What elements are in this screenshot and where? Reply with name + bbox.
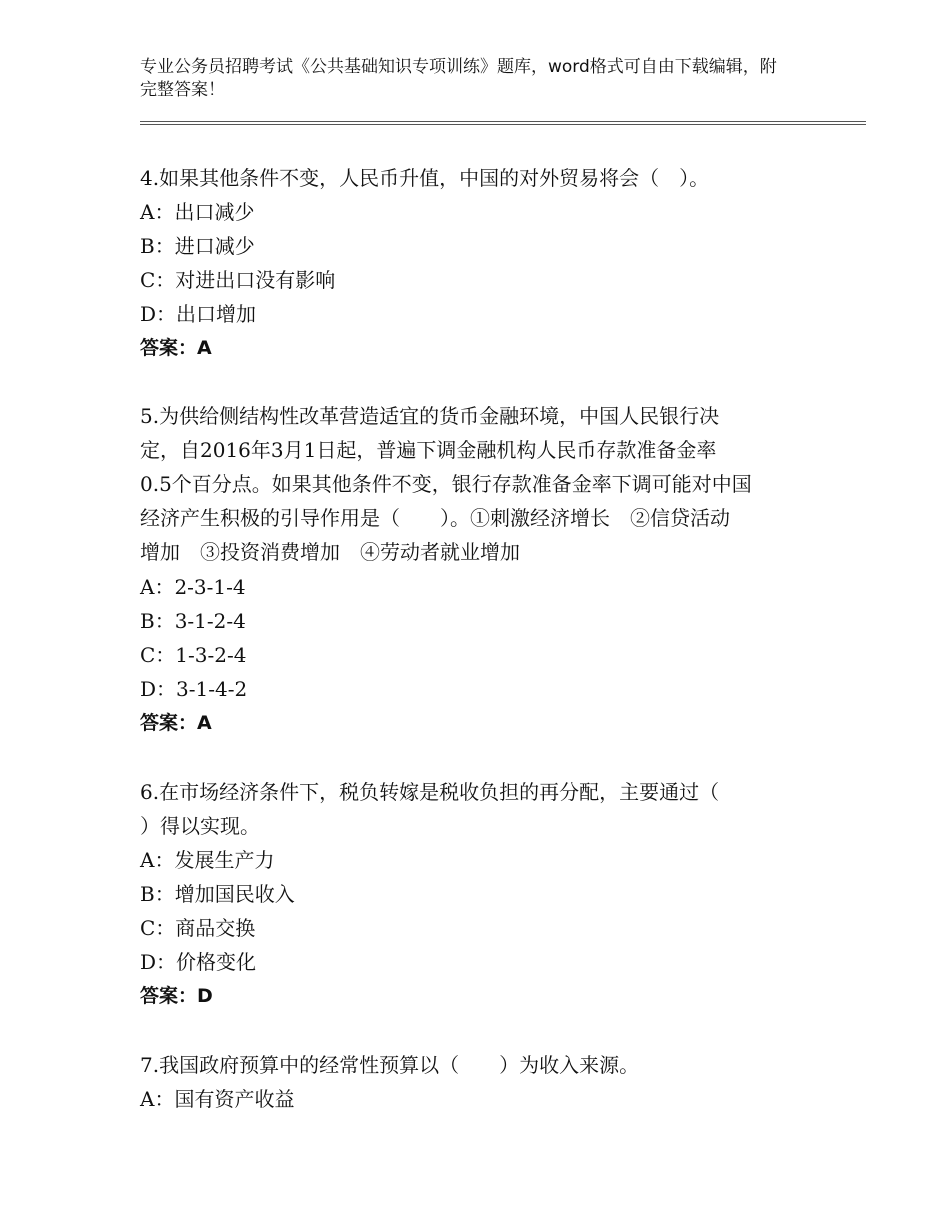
question-text: 0.5个百分点。如果其他条件不变，银行存款准备金率下调可能对中国 bbox=[140, 472, 752, 496]
option-b: B：增加国民收入 bbox=[140, 882, 295, 906]
answer: 答案：D bbox=[140, 985, 213, 1007]
option-b: B：进口减少 bbox=[140, 234, 255, 258]
header-text: 专业公务员招聘考试《公共基础知识专项训练》题库，word格式可自由下载编辑，附完整答案！ bbox=[140, 57, 777, 100]
option-a: A：出口减少 bbox=[140, 200, 255, 224]
question-text: 4.如果其他条件不变，人民币升值，中国的对外贸易将会（ ）。 bbox=[140, 166, 710, 190]
option-d: D：3-1-4-2 bbox=[140, 677, 248, 701]
option-a: A：2-3-1-4 bbox=[140, 575, 246, 599]
answer: 答案：A bbox=[140, 712, 212, 734]
option-d: D：价格变化 bbox=[140, 950, 257, 974]
option-a: A：国有资产收益 bbox=[140, 1087, 295, 1111]
option-c: C：1-3-2-4 bbox=[140, 643, 247, 667]
question-text: 5.为供给侧结构性改革营造适宜的货币金融环境，中国人民银行决 bbox=[140, 404, 720, 428]
option-c: C：对进出口没有影响 bbox=[140, 268, 336, 292]
question-text: 增加 ③投资消费增加 ④劳动者就业增加 bbox=[140, 540, 520, 564]
question-text: 7.我国政府预算中的经常性预算以（ ）为收入来源。 bbox=[140, 1053, 640, 1077]
option-b: B：3-1-2-4 bbox=[140, 609, 246, 633]
header-divider-top bbox=[140, 121, 866, 122]
question-text: 定，自2016年3月1日起，普遍下调金融机构人民币存款准备金率 bbox=[140, 438, 717, 462]
question-text: ）得以实现。 bbox=[140, 814, 260, 838]
header-divider-bottom bbox=[140, 124, 866, 125]
question-text: 经济产生积极的引导作用是（ ）。①刺激经济增长 ②信贷活动 bbox=[140, 506, 730, 530]
question-text: 6.在市场经济条件下，税负转嫁是税收负担的再分配，主要通过（ bbox=[140, 780, 720, 804]
answer: 答案：A bbox=[140, 337, 212, 359]
option-d: D：出口增加 bbox=[140, 302, 257, 326]
option-c: C：商品交换 bbox=[140, 916, 256, 940]
option-a: A：发展生产力 bbox=[140, 848, 275, 872]
